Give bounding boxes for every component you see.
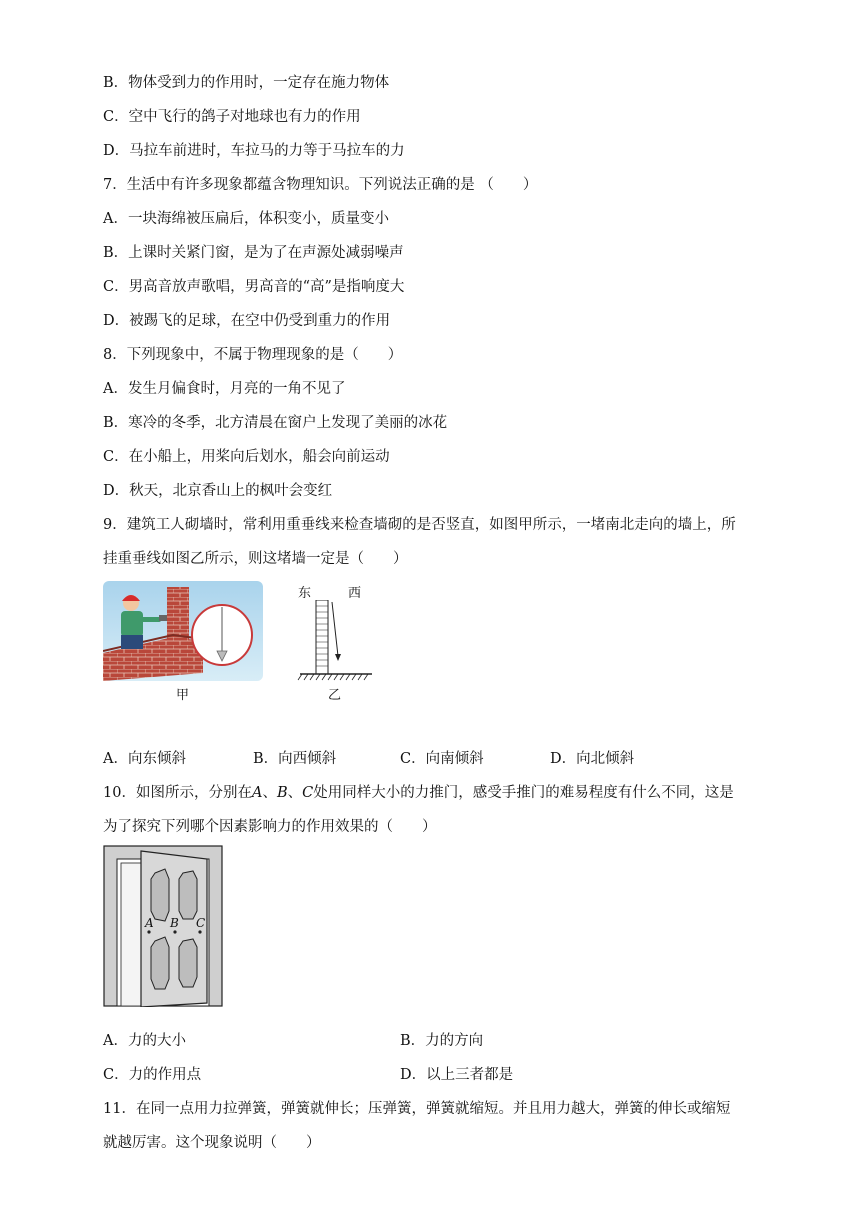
q8-option-c: C．在小船上，用桨向后划水，船会向前运动 bbox=[103, 449, 390, 465]
q10-option-c: C．力的作用点 bbox=[103, 1067, 202, 1083]
figure-yi-wall bbox=[296, 600, 376, 684]
q9-option-b: B．向西倾斜 bbox=[253, 751, 337, 767]
q9-option-a: A．向东倾斜 bbox=[103, 751, 186, 767]
q9-stem-line1: 9．建筑工人砌墙时，常利用重垂线来检查墙砌的是否竖直，如图甲所示，一堵南北走向的墙上，所 bbox=[103, 517, 736, 533]
q10-option-d: D．以上三者都是 bbox=[400, 1067, 514, 1083]
q10-option-a: A．力的大小 bbox=[103, 1033, 186, 1049]
q9-stem-line2: 挂重垂线如图乙所示，则这堵墙一定是（ ） bbox=[103, 551, 408, 567]
q8-option-d: D．秋天，北京香山上的枫叶会变红 bbox=[103, 483, 333, 499]
q11-stem-line1: 11．在同一点用力拉弹簧，弹簧就伸长；压弹簧，弹簧就缩短。并且用力越大，弹簧的伸长或缩短 bbox=[103, 1101, 731, 1117]
q8-option-b: B．寒冷的冬季，北方清晨在窗户上发现了美丽的冰花 bbox=[103, 415, 448, 431]
q10-suffix: 处用同样大小的力推门，感受手推门的难易程度有什么不同，这是 bbox=[313, 785, 734, 801]
figure-jia-bricklayer bbox=[103, 581, 263, 681]
q10-stem-line2: 为了探究下列哪个因素影响力的作用效果的（ ） bbox=[103, 819, 437, 835]
q9-option-c: C．向南倾斜 bbox=[400, 751, 484, 767]
q7-option-a: A．一块海绵被压扁后，体积变小，质量变小 bbox=[103, 211, 389, 227]
figure-door-label-a: A bbox=[145, 916, 154, 930]
figure-door-label-b: B bbox=[170, 916, 179, 930]
q10-prefix: 10．如图所示，分别在 bbox=[103, 785, 252, 801]
q7-option-c: C．男高音放声歌唱，男高音的“高”是指响度大 bbox=[103, 279, 405, 295]
q11-stem-line2: 就越厉害。这个现象说明（ ） bbox=[103, 1135, 321, 1151]
q10-sep1: 、 bbox=[262, 785, 277, 801]
q6-option-c: C．空中飞行的鸽子对地球也有力的作用 bbox=[103, 109, 361, 125]
q10-sep2: 、 bbox=[287, 785, 303, 801]
q7-option-d: D．被踢飞的足球，在空中仍受到重力的作用 bbox=[103, 313, 391, 329]
figure-yi-label-west: 西 bbox=[348, 586, 362, 601]
q7-stem: 7．生活中有许多现象都蕴含物理知识。下列说法正确的是 （ ） bbox=[103, 177, 538, 193]
q10-point-a: A bbox=[251, 785, 263, 801]
q10-point-c: C bbox=[302, 785, 314, 801]
figure-door-label-c: C bbox=[196, 916, 206, 930]
q10-point-b: B bbox=[276, 785, 288, 801]
q10-stem-line1 bbox=[103, 783, 734, 803]
q8-stem: 8．下列现象中，不属于物理现象的是（ ） bbox=[103, 347, 403, 363]
q10-option-b: B．力的方向 bbox=[400, 1033, 484, 1049]
q6-option-d: D．马拉车前进时，车拉马的力等于马拉车的力 bbox=[103, 143, 405, 159]
q9-option-d: D．向北倾斜 bbox=[550, 751, 635, 767]
figure-yi-label-east: 东 bbox=[298, 586, 312, 601]
figure-yi-caption: 乙 bbox=[328, 688, 342, 703]
q7-option-b: B．上课时关紧门窗，是为了在声源处减弱噪声 bbox=[103, 245, 404, 261]
figure-jia-caption: 甲 bbox=[176, 688, 190, 703]
q8-option-a: A．发生月偏食时，月亮的一角不见了 bbox=[103, 381, 346, 397]
q6-option-b: B．物体受到力的作用时，一定存在施力物体 bbox=[103, 75, 390, 91]
